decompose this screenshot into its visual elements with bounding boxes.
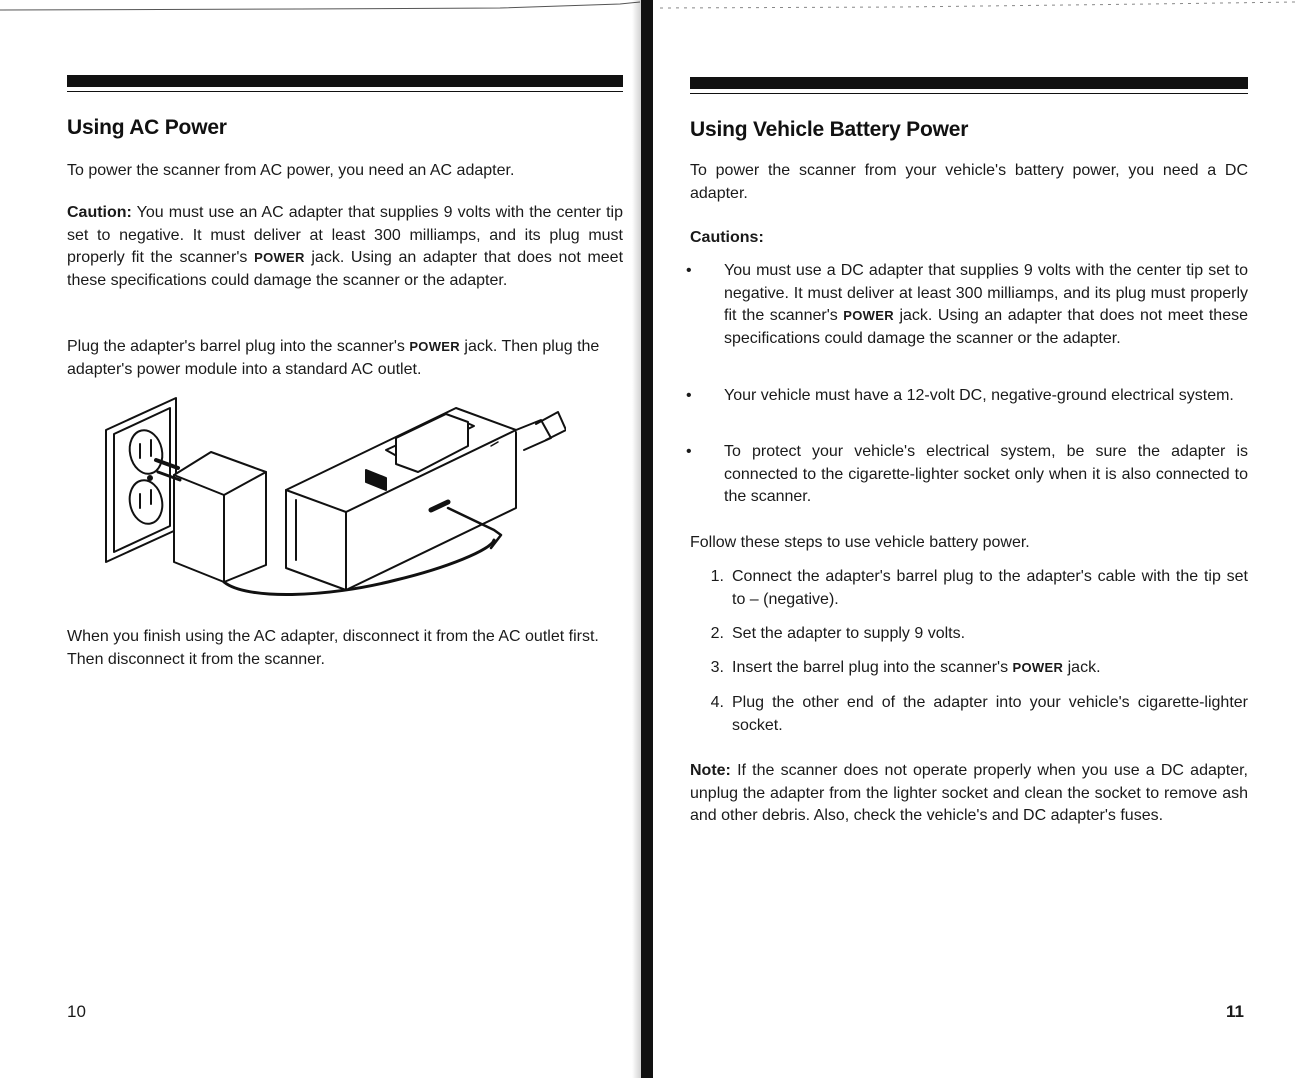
page-number: 11 <box>1226 1002 1244 1021</box>
list-item <box>686 385 1248 431</box>
bullet-icon: • <box>686 387 692 404</box>
scanner-ac-adapter-illustration <box>96 390 566 610</box>
caution-paragraph <box>67 202 623 292</box>
header-rule <box>690 77 1248 89</box>
note-label: Note: <box>690 762 731 779</box>
section-heading: Using Vehicle Battery Power <box>690 118 969 141</box>
left-page <box>0 0 640 1078</box>
finish-paragraph: When you finish using the AC adapter, disconnect it from the AC outlet first. Then disconnect it from the scanner. <box>67 628 599 668</box>
bullet-icon: • <box>686 443 692 460</box>
steps-intro: Follow these steps to use vehicle battery power. <box>690 534 1030 551</box>
step-number: 3. <box>710 659 724 676</box>
header-rule <box>67 75 623 87</box>
power-jack-word: POWER <box>1012 660 1064 675</box>
bullet-text: To protect your vehicle's electrical system, be sure the adapter is connected to the cigarette-lighter socket only when it is also connected to the scanner. <box>724 443 1248 505</box>
page-number: 10 <box>67 1002 86 1021</box>
caution-text-b: jack. Using an adapter that does not meet these specifications could damage the scanner or the adapter. <box>67 249 624 289</box>
step-number: 2. <box>710 625 724 642</box>
step-text: Connect the adapter's barrel plug to the adapter's cable with the tip set to – (negative). <box>732 568 1248 608</box>
power-jack-word: POWER <box>843 308 894 323</box>
bullet-icon: • <box>686 262 692 279</box>
intro-paragraph: To power the scanner from AC power, you need an AC adapter. <box>67 162 515 179</box>
section-heading: Using AC Power <box>67 116 227 139</box>
step-item <box>694 566 1248 612</box>
power-jack-word: POWER <box>409 339 460 354</box>
caution-text-a: You must use an AC adapter that supplies 9 volts with the center tip set to negative. It must deliver at least 300 milliamps, and its plug must properly fit the scanner's <box>67 204 623 266</box>
step-text: Insert the barrel plug into the scanner's POWER jack. <box>732 659 1101 676</box>
step-item <box>694 692 1248 738</box>
scanner-icon <box>286 408 566 590</box>
step-text: Set the adapter to supply 9 volts. <box>732 625 966 642</box>
plug-paragraph <box>67 336 623 381</box>
plug-text-a: Plug the adapter's barrel plug into the scanner's <box>67 338 410 355</box>
book-spine <box>641 0 653 1078</box>
right-page <box>654 0 1296 1078</box>
note-text: If the scanner does not operate properly when you use a DC adapter, unplug the adapter from the lighter socket and clean the socket to remove ash and other debris. Also, check the vehicle's and DC adapter's fuses. <box>690 762 1248 824</box>
step-number: 4. <box>710 694 724 711</box>
intro-paragraph: To power the scanner from your vehicle's battery power, you need a DC adapter. <box>690 162 1248 202</box>
cautions-label: Cautions: <box>690 229 764 246</box>
note-paragraph <box>690 760 1248 828</box>
power-jack-word: POWER <box>254 250 305 265</box>
caution-label: Caution: <box>67 204 132 221</box>
wall-outlet-icon <box>106 398 176 562</box>
step-text: Plug the other end of the adapter into your vehicle's cigarette-lighter socket. <box>732 694 1248 734</box>
plug-text-b: jack. Then plug the adapter's power module into a standard AC outlet. <box>67 338 600 378</box>
list-item <box>686 260 1248 375</box>
step-number: 1. <box>710 568 724 585</box>
bullet-text: You must use a DC adapter that supplies 9 volts with the center tip set to negative. It must deliver at least 300 milliamps, and its plug must properly fit the scanner's POWER jack. Using an adapter that does not meet these specifications could damage the scanner or the adapter. <box>724 262 1249 347</box>
step-item <box>694 657 1248 681</box>
step-item <box>694 623 1248 647</box>
list-item <box>686 441 1248 511</box>
bullet-text: Your vehicle must have a 12-volt DC, negative-ground electrical system. <box>724 387 1234 404</box>
